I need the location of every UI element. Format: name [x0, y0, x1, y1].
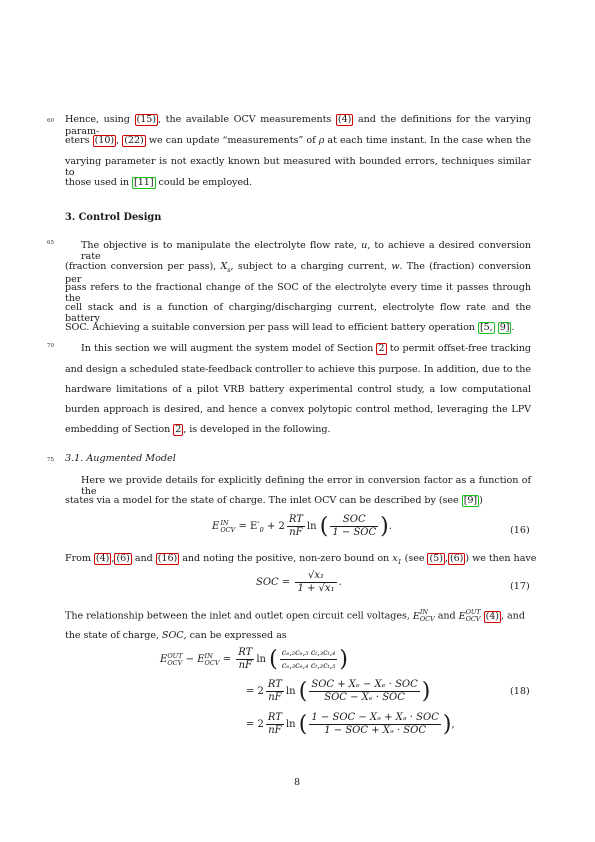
equation-ref-link[interactable]: (5)	[429, 553, 443, 564]
paragraph-line: those used in [11] could be employed.	[65, 177, 253, 188]
equation-ref-link[interactable]: (15)	[136, 114, 157, 125]
paragraph-line: Hence, using (15) , the available OCV measurements (4) and the definitions for the varying param-	[65, 114, 532, 137]
equation-number: (18)	[510, 686, 530, 697]
equation-ref-link[interactable]: (22)	[124, 135, 144, 146]
paragraph-line: embedding of Section 2 , is developed in the following.	[65, 424, 331, 435]
equation-ref-link[interactable]: (10)	[94, 135, 115, 146]
equation-ref-link[interactable]: (16)	[157, 553, 178, 564]
page-number: 8	[294, 777, 301, 788]
citation-link[interactable]: [5,	[479, 322, 493, 333]
paragraph-line: eters (10) , (22) we can update “measurements” of ρ at each time instant. In the case when the	[65, 135, 532, 146]
line-number: 60	[47, 118, 54, 124]
equation-ref-link[interactable]: (4)	[485, 610, 500, 622]
equation-ref-link[interactable]: (4)	[95, 553, 110, 564]
equation-number: (17)	[510, 581, 530, 592]
paragraph-line: (fraction conversion per pass), $X_s$, subject to a charging current, w. The (fraction) conversion per	[65, 261, 532, 285]
equation-18-row-1: E OUT OCV − E IN OCV = $\frac{RT}{nF}$ ln ( $\frac{\text{cₑ,₂cₑ,₅ cₜ,₃cₜ,₄}}{\text{cₑ,₃cₑ,₄ cₜ,₂cₜ,₅}}$ )	[160, 647, 348, 672]
line-number: 65	[47, 240, 54, 246]
paragraph-line: From (4) , (6) and (16) and noting the positive, non-zero bound on $x_1$ (see (5) , (6) ) we then have	[65, 553, 537, 566]
equation-17: SOC = $\frac{\text{√x₁}}{\text{1 + √x₁}}$ .	[256, 570, 342, 594]
subsection-heading: 3.1. Augmented Model	[65, 453, 176, 464]
equation-18-row-3: = 2 $\frac{RT}{nF}$ ln ( $\frac{\text{1 − SOC − Xₔ + Xₔ · SOC}}{\text{1 − SOC + Xₔ · SOC}}$ ),	[246, 712, 455, 737]
paragraph-line: states via a model for the state of charge. The inlet OCV can be described by (see [9] )	[65, 495, 483, 506]
line-number: 70	[47, 343, 54, 349]
paragraph-line: cell stack and is a function of charging/discharging current, electrolyte flow rate and the battery	[65, 302, 531, 324]
paragraph-line: and design a scheduled state-feedback controller to achieve this purpose. In addition, due to the	[65, 364, 531, 375]
equation-ref-link[interactable]: (6)	[449, 553, 464, 564]
paragraph-line: The objective is to manipulate the electrolyte flow rate, u, to achieve a desired conversion rate	[81, 240, 532, 262]
paragraph-line: The relationship between the inlet and outlet open circuit cell voltages, E IN OCV and E OUT OCV (4) , and	[65, 608, 525, 623]
paragraph-line: burden approach is desired, and hence a convex polytopic control method, leveraging the LPV	[65, 404, 531, 415]
section-heading: 3. Control Design	[65, 212, 162, 223]
paragraph-line: varying parameter is not exactly known but measured with bounded errors, techniques similar to	[65, 156, 531, 178]
equation-16: E IN OCV = $E'_0 + 2$ $\frac{RT}{nF}$ ln ( $\frac{\text{SOC}}{\text{1 − SOC}}$ ).	[212, 514, 392, 539]
paragraph-line: hardware limitations of a pilot VRB battery experimental control study, a low computational	[65, 384, 531, 395]
paragraph-line: Here we provide details for explicitly defining the error in conversion factor as a function of the	[81, 475, 531, 497]
equation-18-row-2: = 2 $\frac{RT}{nF}$ ln ( $\frac{\text{SOC + Xₑ − Xₑ · SOC}}{\text{SOC − Xₑ · SOC}}$ )	[246, 679, 431, 704]
equation-ref-link[interactable]: (6)	[116, 553, 130, 564]
paragraph-line: the state of charge, SOC, can be expressed as	[65, 630, 287, 641]
citation-link[interactable]: 9]	[499, 322, 510, 333]
citation-link[interactable]: [9]	[463, 495, 478, 506]
paragraph-line: In this section we will augment the system model of Section 2 to permit offset-free tracking	[81, 343, 532, 354]
paragraph-line: pass refers to the fractional change of the SOC of the electrolyte every time it passes through the	[65, 282, 531, 304]
line-number: 75	[47, 457, 54, 463]
equation-ref-link[interactable]: (4)	[337, 114, 352, 125]
section-ref-link[interactable]: 2	[378, 343, 385, 354]
equation-number: (16)	[510, 525, 530, 536]
paragraph-line: SOC. Achieving a suitable conversion per pass will lead to efficient battery operation [5, 9] .	[65, 322, 515, 333]
citation-link[interactable]: [11]	[134, 177, 154, 188]
section-ref-link[interactable]: 2	[175, 424, 182, 435]
